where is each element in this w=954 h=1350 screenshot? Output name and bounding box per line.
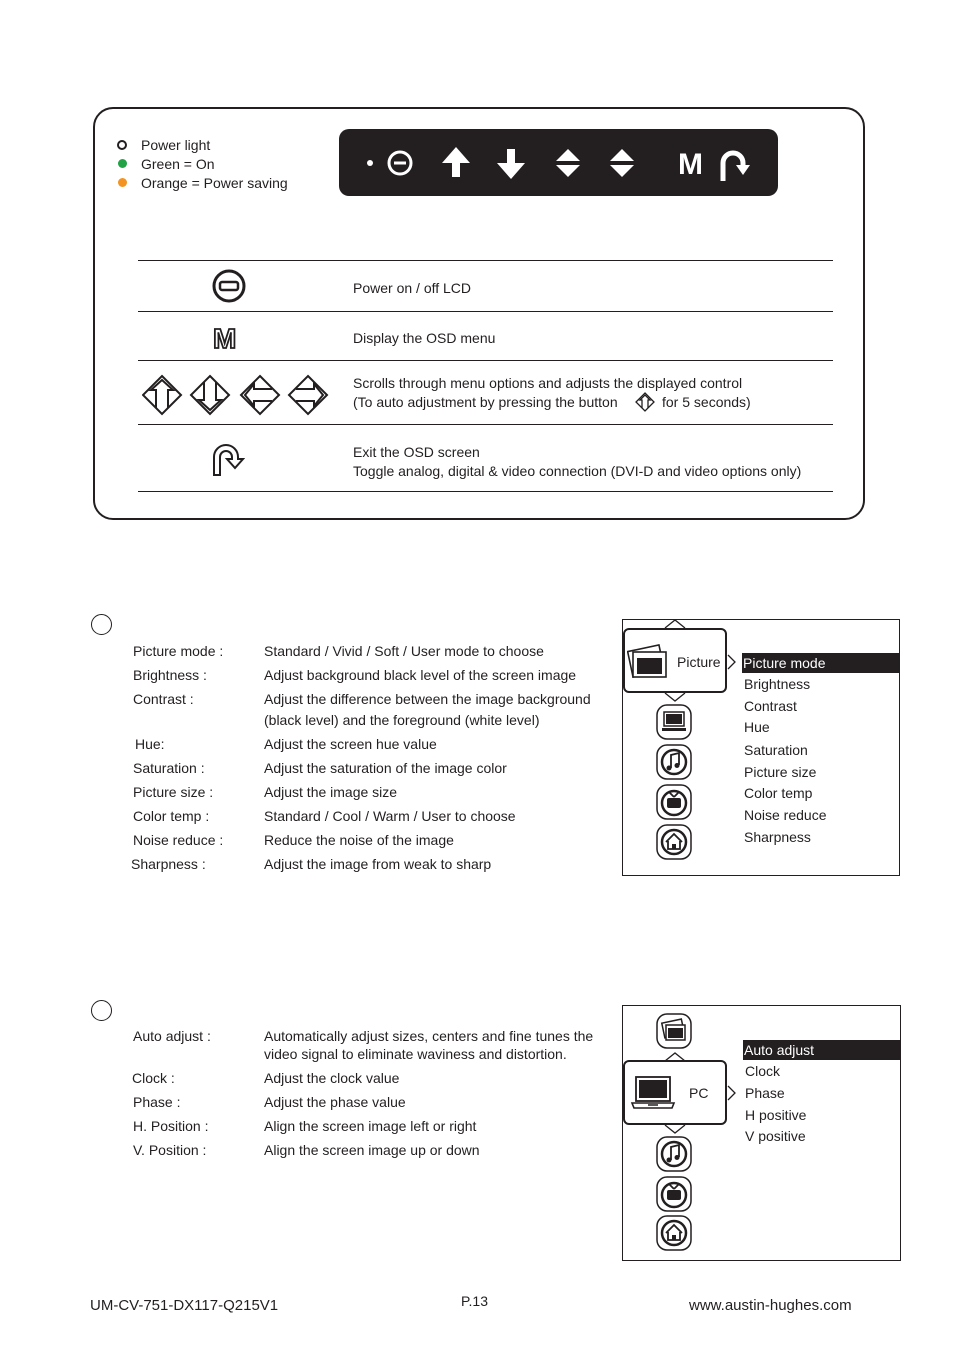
- picture-label: Noise reduce :: [133, 832, 224, 848]
- osd-menu-item[interactable]: Noise reduce: [744, 807, 827, 823]
- picture-label: Sharpness :: [131, 856, 206, 872]
- osd-menu-item-selected[interactable]: Picture mode: [743, 655, 826, 671]
- legend-green: Green = On: [141, 156, 215, 172]
- pc-label: Phase :: [133, 1094, 181, 1110]
- picture-desc: Adjust the image from weak to sharp: [264, 856, 492, 872]
- pc-icon[interactable]: [656, 704, 692, 740]
- picture-desc: Adjust background black level of the screen image: [264, 667, 577, 683]
- button-panel: [339, 129, 778, 196]
- left-arrow-button-icon: [554, 149, 582, 177]
- power-icon: [211, 268, 247, 304]
- tv-icon[interactable]: [656, 1176, 692, 1212]
- osd-menu-item[interactable]: H positive: [745, 1107, 807, 1123]
- section-bullet-icon: [91, 1000, 112, 1021]
- menu-function-text: Display the OSD menu: [353, 330, 496, 346]
- power-function-text: Power on / off LCD: [353, 280, 472, 296]
- down-arrow-button-icon: [497, 149, 525, 179]
- pc-label: Clock :: [132, 1070, 175, 1086]
- table-rule: [138, 424, 833, 425]
- osd-menu-item[interactable]: Brightness: [744, 676, 811, 692]
- picture-desc: Standard / Cool / Warm / User to choose: [264, 808, 516, 824]
- pc-label: H. Position :: [133, 1118, 209, 1134]
- picture-desc: Adjust the screen hue value: [264, 736, 437, 752]
- table-rule: [138, 360, 833, 361]
- chevron-right-icon: [727, 1085, 737, 1101]
- scroll-function-note-end: for 5 seconds): [662, 394, 751, 410]
- osd-menu-item[interactable]: Clock: [745, 1063, 781, 1079]
- osd-menu-item-selected[interactable]: Auto adjust: [744, 1042, 815, 1058]
- picture-desc: Adjust the saturation of the image color: [264, 760, 507, 776]
- picture-icon: [627, 642, 669, 680]
- orange-led-indicator: [118, 178, 127, 187]
- table-rule: [138, 260, 833, 261]
- osd-menu-item[interactable]: Contrast: [744, 698, 797, 714]
- exit-function-text: Exit the OSD screen: [353, 444, 480, 460]
- osd-menu-item[interactable]: Hue: [744, 719, 770, 735]
- audio-icon[interactable]: [656, 1136, 692, 1172]
- legend-orange: Orange = Power saving: [141, 175, 288, 191]
- osd-menu-item[interactable]: Color temp: [744, 785, 813, 801]
- power-button-icon: [389, 152, 411, 174]
- osd-menu-item[interactable]: Phase: [745, 1085, 785, 1101]
- picture-label: Picture size :: [133, 784, 214, 800]
- green-led-indicator: [118, 159, 127, 168]
- footer-url[interactable]: www.austin-hughes.com: [689, 1297, 852, 1314]
- picture-desc: (black level) and the foreground (white level): [264, 712, 540, 728]
- up-arrow-small-icon: [635, 392, 655, 412]
- audio-icon[interactable]: [656, 744, 692, 780]
- footer-doc-code: UM-CV-751-DX117-Q215V1: [90, 1297, 279, 1314]
- led-dot-icon: [367, 160, 373, 166]
- osd-menu-item[interactable]: Saturation: [744, 742, 808, 758]
- toggle-function-text: Toggle analog, digital & video connection (DVI-D and video options only): [353, 463, 802, 479]
- pc-desc: Adjust the phase value: [264, 1094, 406, 1110]
- picture-desc: Adjust the difference between the image background: [264, 691, 591, 707]
- right-arrow-button-icon: [608, 149, 636, 177]
- pc-desc: Align the screen image left or right: [264, 1118, 477, 1134]
- picture-label: Brightness :: [133, 667, 207, 683]
- power-light-indicator: [117, 140, 127, 150]
- pc-desc: Align the screen image up or down: [264, 1142, 480, 1158]
- footer-page-number: P.13: [461, 1293, 488, 1309]
- tv-icon[interactable]: [656, 784, 692, 820]
- picture-label: Color temp :: [133, 808, 210, 824]
- pc-desc: Adjust the clock value: [264, 1070, 400, 1086]
- scroll-function-text: Scrolls through menu options and adjusts the displayed control: [353, 375, 743, 391]
- picture-label: Contrast :: [133, 691, 194, 707]
- menu-m-icon: [212, 325, 244, 351]
- osd-menu-item[interactable]: Sharpness: [744, 829, 811, 845]
- picture-icon[interactable]: [656, 1013, 692, 1049]
- exit-icon: [209, 441, 245, 477]
- home-icon[interactable]: [656, 824, 692, 860]
- picture-label: Saturation :: [133, 760, 205, 776]
- pc-tab-label: PC: [689, 1085, 709, 1101]
- menu-button-icon: M: [678, 148, 703, 181]
- osd-menu-item[interactable]: V positive: [745, 1128, 806, 1144]
- section-bullet-icon: [91, 614, 112, 635]
- laptop-icon: [630, 1074, 678, 1112]
- arrow-keys-icons: [142, 374, 330, 416]
- picture-label: Hue:: [135, 736, 165, 752]
- scroll-down-icon: [664, 1124, 686, 1134]
- pc-label: V. Position :: [133, 1142, 207, 1158]
- picture-desc: Standard / Vivid / Soft / User mode to choose: [264, 643, 544, 659]
- scroll-function-note: (To auto adjustment by pressing the button: [353, 394, 618, 410]
- up-arrow-button-icon: [442, 147, 470, 177]
- pc-desc: Automatically adjust sizes, centers and fine tunes the: [264, 1028, 594, 1044]
- table-rule: [138, 491, 833, 492]
- svg-text:M: M: [213, 325, 237, 351]
- pc-desc: video signal to eliminate waviness and distortion.: [264, 1046, 567, 1062]
- scroll-down-icon: [664, 692, 686, 702]
- table-rule: [138, 311, 833, 312]
- pc-label: Auto adjust :: [133, 1028, 211, 1044]
- home-icon[interactable]: [656, 1215, 692, 1251]
- picture-desc: Adjust the image size: [264, 784, 398, 800]
- exit-button-icon: [723, 153, 750, 181]
- picture-desc: Reduce the noise of the image: [264, 832, 454, 848]
- chevron-right-icon: [727, 654, 737, 670]
- picture-tab-label: Picture: [677, 654, 721, 670]
- legend-power-light: Power light: [141, 137, 211, 153]
- osd-menu-item[interactable]: Picture size: [744, 764, 817, 780]
- picture-label: Picture mode :: [133, 643, 224, 659]
